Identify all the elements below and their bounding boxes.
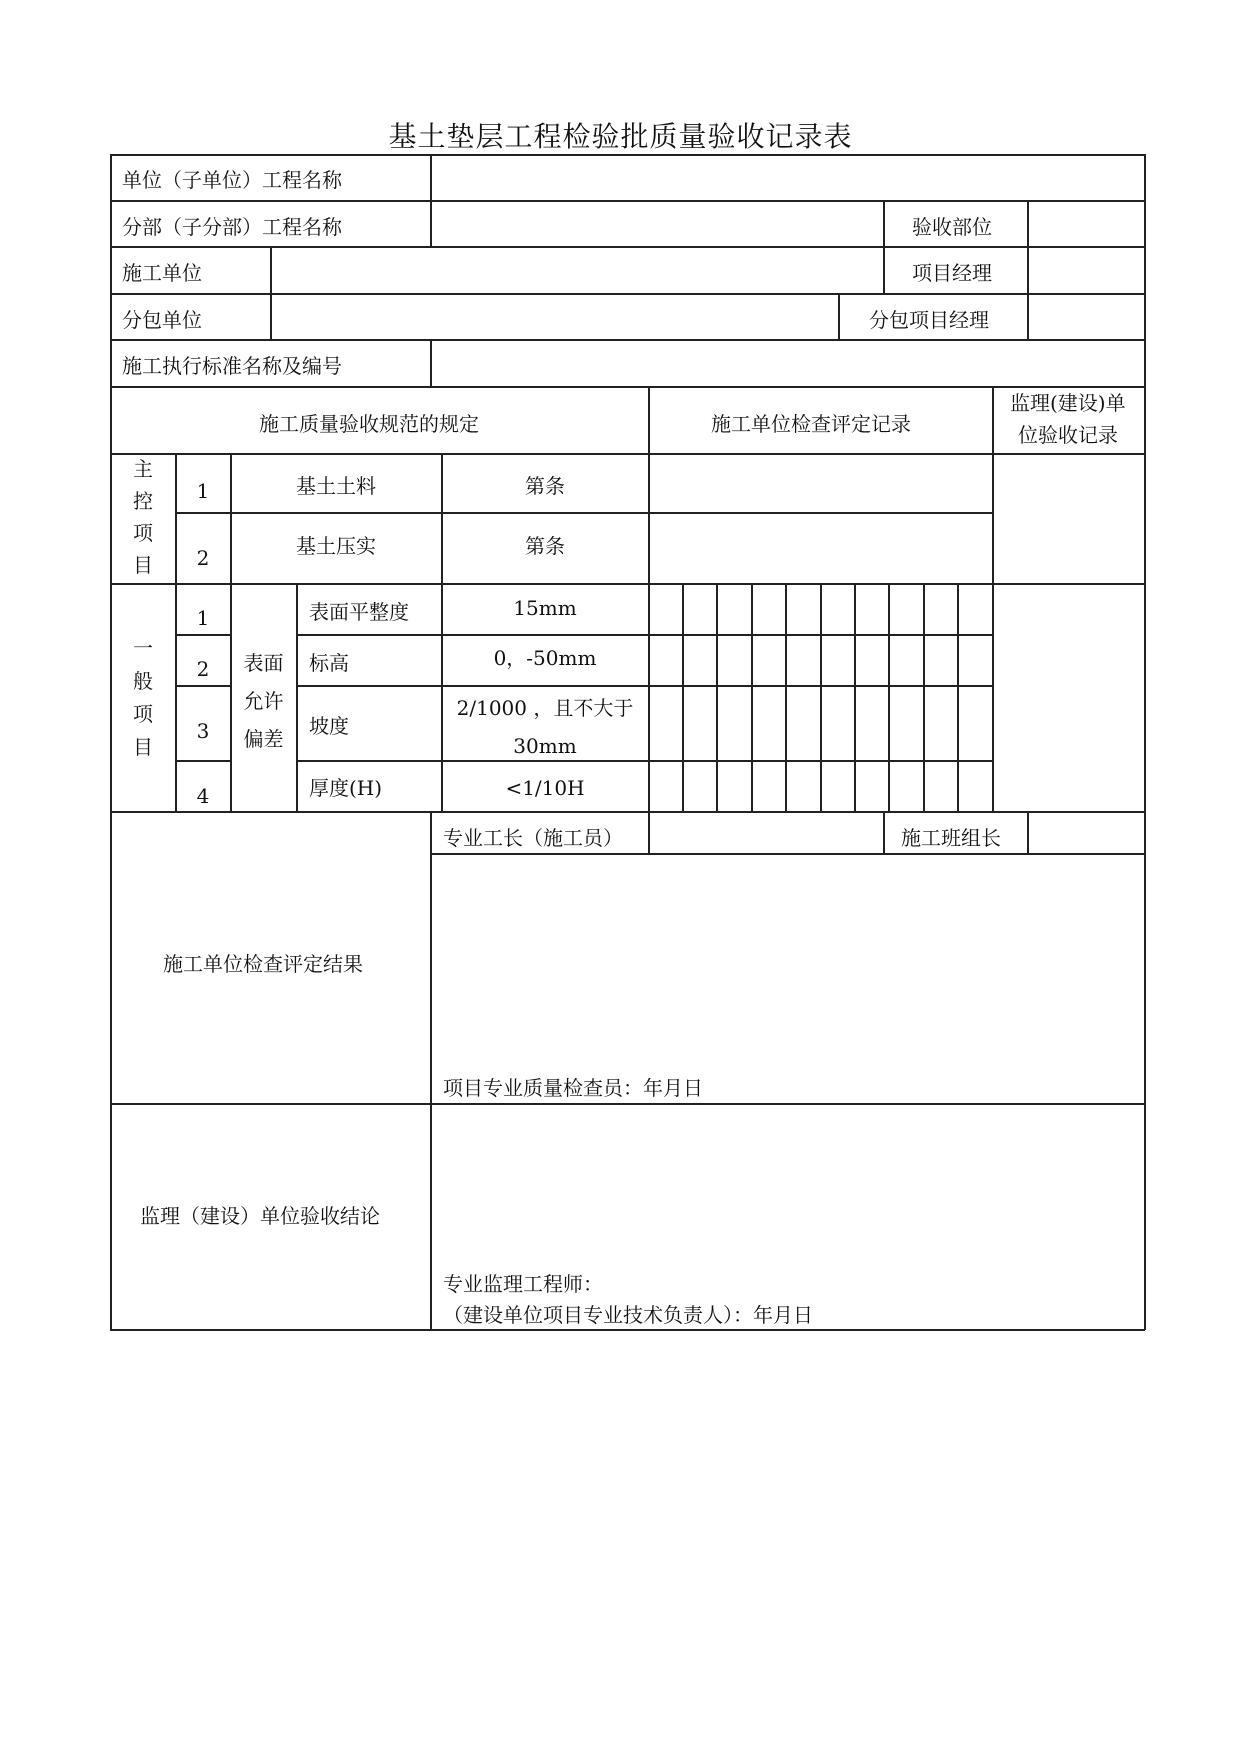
- main-item-number: 1: [196, 479, 210, 503]
- unit-project-label: 单位（子单位）工程名称: [122, 168, 342, 192]
- construction-unit-label: 施工单位: [122, 261, 202, 285]
- general-item-value: 15mm: [513, 596, 577, 620]
- main-item-name: 基土土料: [296, 474, 376, 498]
- page-title: 基土垫层工程检验批质量验收记录表: [388, 120, 853, 153]
- team-leader-label: 施工班组长: [901, 826, 1001, 850]
- construction-result-label: 施工单位检查评定结果: [163, 952, 363, 976]
- main-item-clause: 第条: [525, 534, 565, 558]
- supervision-record-header-line2: 位验收记录: [1018, 423, 1118, 447]
- main-control-char: 项: [133, 521, 153, 545]
- general-char: 般: [133, 669, 153, 693]
- tech-lead-line: （建设单位项目专业技术负责人）：年月日: [443, 1303, 813, 1327]
- main-control-char: 主: [133, 457, 153, 481]
- general-char: 目: [133, 735, 153, 759]
- tolerance-group-label: 表面: [243, 651, 284, 675]
- main-item-name: 基土压实: [296, 534, 376, 558]
- general-item-number: 3: [196, 719, 210, 743]
- general-char: 项: [133, 702, 153, 726]
- general-char: 一: [133, 636, 153, 660]
- general-item-value-line2: 30mm: [513, 734, 577, 758]
- general-item-value: 2/1000 ，且不大于: [456, 696, 634, 720]
- general-item-number: 1: [196, 606, 210, 630]
- main-item-number: 2: [196, 546, 210, 570]
- spec-column-header: 施工质量验收规范的规定: [259, 412, 479, 436]
- general-item-number: 2: [196, 657, 210, 681]
- subcontract-manager-label: 分包项目经理: [869, 308, 989, 332]
- supervising-engineer-line: 专业监理工程师：: [443, 1272, 603, 1296]
- general-item-name: 表面平整度: [309, 600, 409, 624]
- general-item-number: 4: [196, 784, 210, 808]
- tolerance-group-label: 偏差: [243, 727, 284, 751]
- tolerance-group-label: 允许: [243, 689, 284, 713]
- general-item-value: 0，-50mm: [493, 646, 597, 670]
- general-item-name: 标高: [309, 651, 349, 675]
- general-item-value: <1/10H: [505, 776, 585, 800]
- acceptance-part-label: 验收部位: [912, 215, 992, 239]
- general-item-name: 厚度(H): [309, 776, 383, 800]
- general-item-name: 坡度: [309, 714, 349, 738]
- subcontract-unit-label: 分包单位: [122, 308, 202, 332]
- project-manager-label: 项目经理: [912, 261, 992, 285]
- standard-label: 施工执行标准名称及编号: [122, 354, 342, 378]
- main-item-clause: 第条: [525, 474, 565, 498]
- main-control-char: 控: [133, 489, 153, 513]
- main-control-char: 目: [133, 553, 153, 577]
- quality-inspector-line: 项目专业质量检查员：年月日: [443, 1076, 703, 1100]
- construction-record-header: 施工单位检查评定记录: [711, 412, 911, 436]
- supervision-record-header-line1: 监理(建设)单: [1010, 391, 1126, 415]
- supervision-conclusion-label: 监理（建设）单位验收结论: [140, 1204, 380, 1228]
- sub-project-label: 分部（子分部）工程名称: [122, 215, 342, 239]
- foreman-label: 专业工长（施工员）: [443, 826, 623, 850]
